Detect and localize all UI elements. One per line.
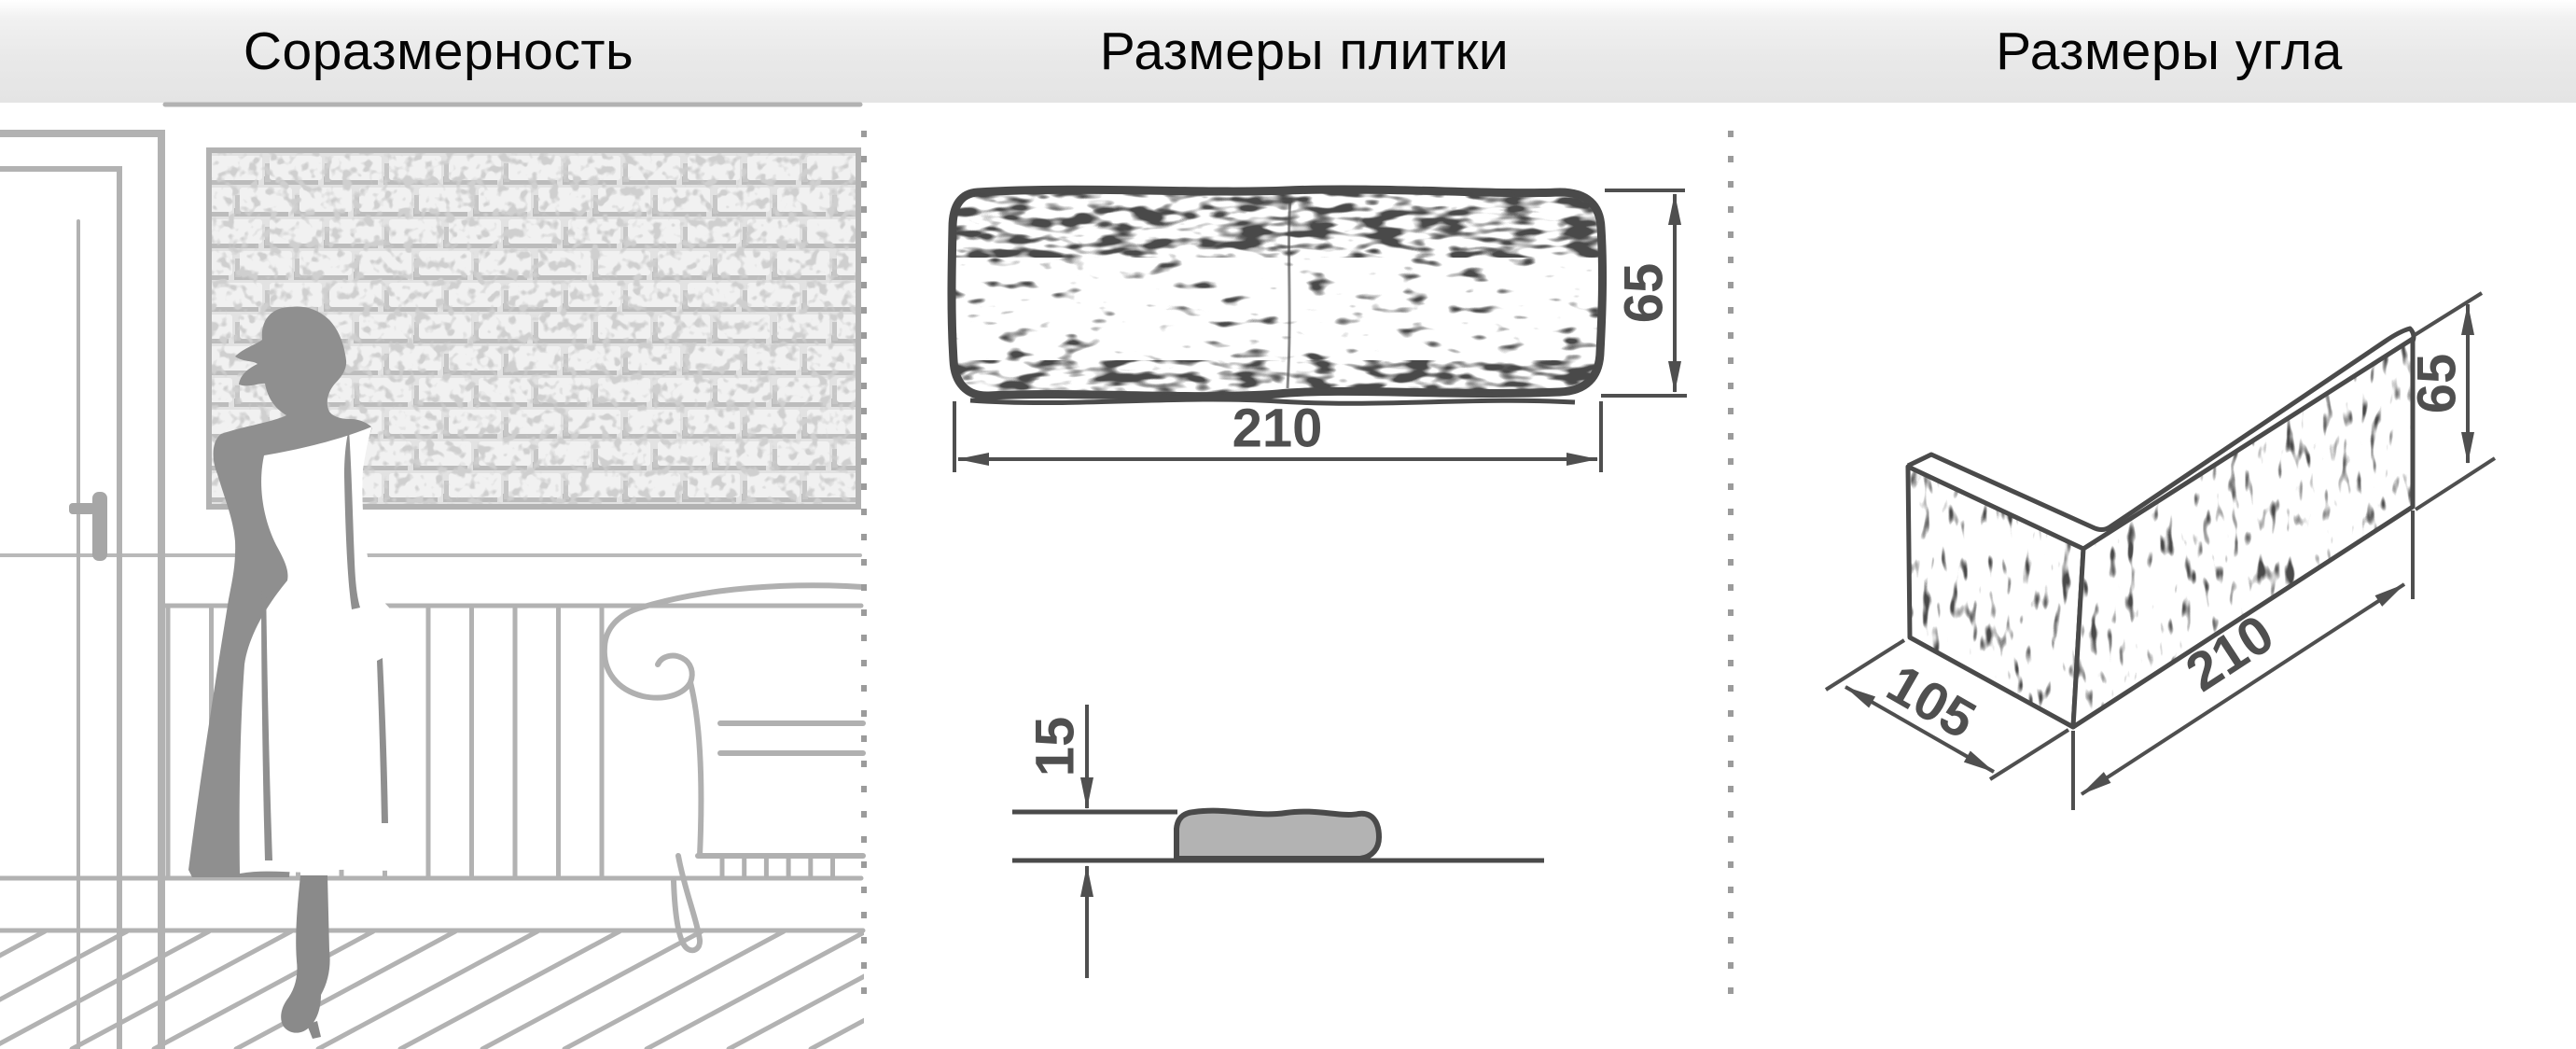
corner-texture — [1908, 336, 2416, 733]
tile-dimension-drawing — [952, 189, 1687, 978]
tile-front-view — [952, 189, 1687, 472]
floor — [0, 930, 1194, 1049]
tile-thickness-label: 15 — [1024, 716, 1086, 777]
door-handle — [92, 492, 107, 561]
section-title-corner-sizes: Размеры угла — [1996, 21, 2343, 81]
tile-side-view — [1012, 705, 1544, 978]
corner-length-label: 210 — [2175, 603, 2285, 704]
corner-depth-label: 105 — [1876, 652, 1986, 751]
door — [0, 133, 161, 1049]
sofa — [605, 585, 863, 950]
sofa-arm-front — [690, 682, 701, 856]
section-title-tile-sizes: Размеры плитки — [1099, 21, 1510, 81]
woman-shoes — [281, 875, 329, 1033]
sofa-arm-scroll — [605, 608, 692, 698]
tile-front-texture — [954, 190, 1603, 396]
section-title-proportionality: Соразмерность — [243, 21, 634, 81]
corner-height-label: 65 — [2406, 353, 2468, 414]
wainscot-railing — [0, 606, 861, 878]
tile-width-label: 210 — [1232, 398, 1323, 459]
tile-height-label: 65 — [1613, 262, 1675, 324]
corner-dimension-drawing — [1826, 293, 2495, 810]
